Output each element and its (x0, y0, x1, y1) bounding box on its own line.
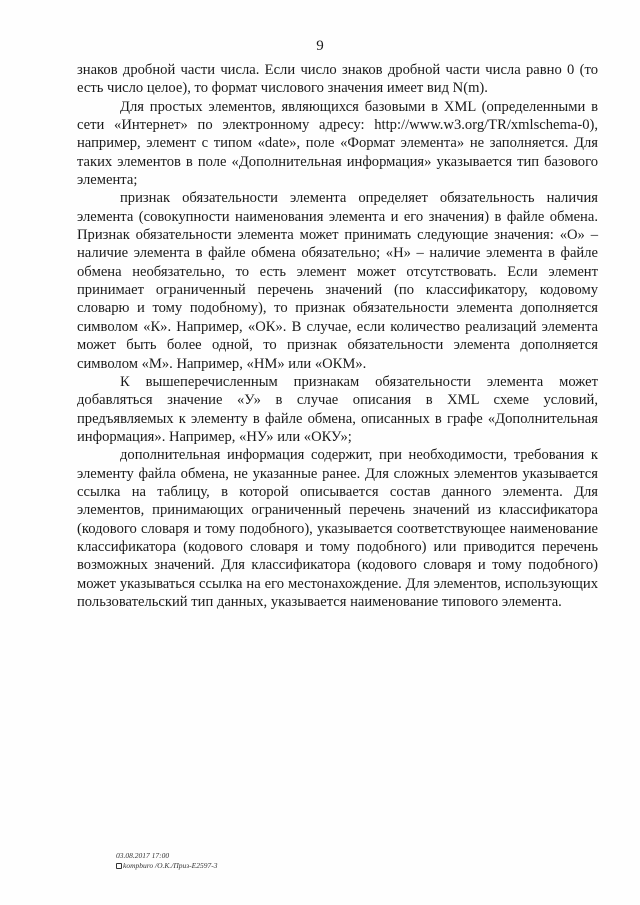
page-number: 9 (316, 38, 324, 54)
footer-file-path: kompburo /О.К./Приз-E2597-3 (123, 861, 218, 870)
paragraph-continuation: знаков дробной части числа. Если число знаков дробной части числа равно 0 (то есть число целое), то формат числового значения имеет вид N(m). (77, 62, 598, 97)
document-icon (116, 863, 122, 869)
paragraph-xml-base-types: Для простых элементов, являющихся базовыми в XML (определенными в сети «Интернет» по электронному адресу: http://www.w3.org/TR/xmlschema-0), например, элемент с типом «date», поле «Формат элемента» не заполняется. Для таких элементов в поле «Дополнительная информация» указывается тип базового элемента; (77, 98, 598, 189)
footer-file-line (116, 861, 218, 871)
paragraph-condition-flag: К вышеперечисленным признакам обязательности элемента может добавляться значение «У» в случае описания в XML схеме условий, предъявляемых к элементу в файле обмена, описанных в графе «Дополнительная информация». Например, «НУ» или «ОКУ»; (77, 373, 598, 445)
paragraph-mandatory-flag: признак обязательности элемента определяет обязательность наличия элемента (совокупности наименования элемента и его значения) в файле обмена. Признак обязательности элемента может принимать следующие значения: «О» – наличие элемента в файле обмена обязательно; «Н» – наличие элемента в файле обмена необязательно, то есть элемент может отсутствовать. Если элемент принимает ограниченный перечень значений (по классификатору, кодовому словарю и тому подобному), то признак обязательности элемента дополняется символом «К». Например, «ОК». В случае, если количество реализаций элемента может быть более одной, то признак обязательности элемента дополняется символом «М». Например, «НМ» или «ОКМ». (77, 190, 598, 372)
paragraph-additional-info: дополнительная информация содержит, при необходимости, требования к элементу файла обмена, не указанные ранее. Для сложных элементов указывается ссылка на таблицу, в которой описывается состав данного элемента. Для элементов, принимающих ограниченный перечень значений из классификатора (кодового словаря и тому подобного), указывается соответствующее наименование классификатора (кодового словаря и тому подобного) или приводится перечень возможных значений. Для классификатора (кодового словаря и тому подобного) может указываться ссылка на его местонахождение. Для элементов, использующих пользовательский тип данных, указывается наименование типового элемента. (77, 447, 598, 610)
footer-timestamp: 03.08.2017 17:00 (116, 851, 170, 860)
body-text (77, 61, 598, 611)
print-footer (116, 851, 218, 871)
